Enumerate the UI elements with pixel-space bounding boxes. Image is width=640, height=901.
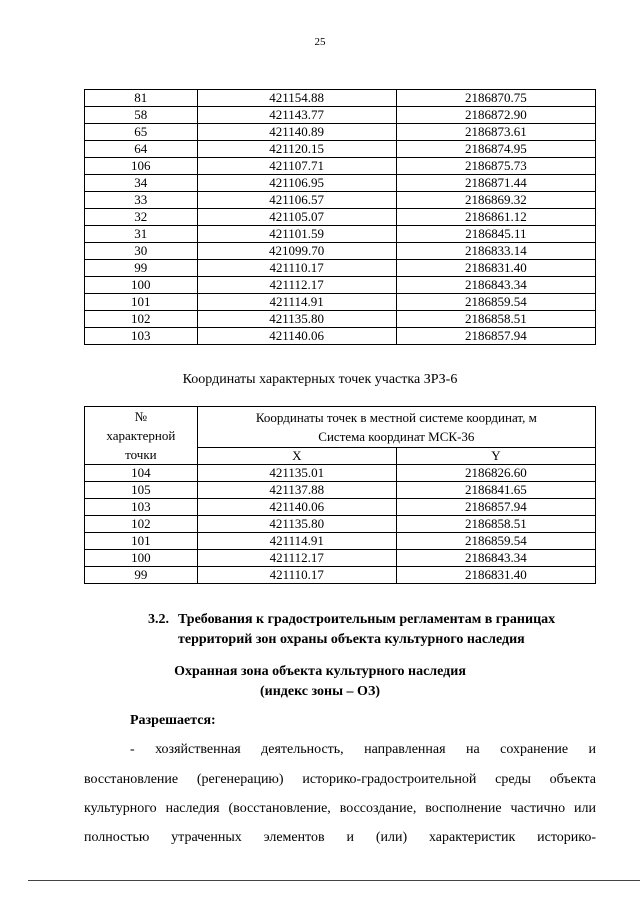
section-title-line1: Требования к градостроительным регламентам в границах [178, 612, 556, 627]
point-number-cell: 31 [85, 226, 198, 243]
page-number: 25 [314, 36, 326, 48]
section-heading [148, 610, 598, 650]
point-number-cell: 99 [85, 260, 198, 277]
x-coordinate-cell: 421101.59 [197, 226, 396, 243]
table-row [85, 209, 596, 226]
y-coordinate-cell: 2186857.94 [396, 328, 595, 345]
y-coordinate-cell: 2186871.44 [396, 175, 595, 192]
table-row [85, 158, 596, 175]
x-coordinate-cell: 421135.80 [197, 311, 396, 328]
x-coordinate-cell: 421114.91 [197, 533, 396, 550]
x-coordinate-cell: 421143.77 [197, 107, 396, 124]
point-number-cell: 101 [85, 294, 198, 311]
section-title-line2: территорий зон охраны объекта культурного наследия [178, 632, 525, 647]
x-coordinate-cell: 421114.91 [197, 294, 396, 311]
coordinates-table-continued [84, 89, 596, 345]
y-coordinate-cell: 2186872.90 [396, 107, 595, 124]
paragraph-line: восстановление (регенерацию) историко-градостроительной среды объекта [84, 772, 596, 787]
header-y: Y [396, 448, 595, 465]
table-row [85, 175, 596, 192]
point-number-cell: 104 [85, 465, 198, 482]
table-row [85, 533, 596, 550]
x-coordinate-cell: 421120.15 [197, 141, 396, 158]
x-coordinate-cell: 421112.17 [197, 277, 396, 294]
point-number-cell: 58 [85, 107, 198, 124]
table-row [85, 311, 596, 328]
header-x: X [197, 448, 396, 465]
table-row [85, 107, 596, 124]
table-row [85, 294, 596, 311]
x-coordinate-cell: 421135.01 [197, 465, 396, 482]
bottom-rule [28, 880, 640, 881]
paragraph-line: - хозяйственная деятельность, направленная на сохранение и [130, 742, 596, 757]
x-coordinate-cell: 421140.89 [197, 124, 396, 141]
point-number-cell: 106 [85, 158, 198, 175]
x-coordinate-cell: 421140.06 [197, 328, 396, 345]
point-number-cell: 103 [85, 328, 198, 345]
coordinates-table-zrz6 [84, 406, 596, 584]
y-coordinate-cell: 2186859.54 [396, 294, 595, 311]
point-number-cell: 32 [85, 209, 198, 226]
point-number-cell: 81 [85, 90, 198, 107]
y-coordinate-cell: 2186841.65 [396, 482, 595, 499]
y-coordinate-cell: 2186875.73 [396, 158, 595, 175]
y-coordinate-cell: 2186831.40 [396, 567, 595, 584]
point-number-cell: 102 [85, 516, 198, 533]
table-row [85, 192, 596, 209]
x-coordinate-cell: 421106.95 [197, 175, 396, 192]
header-point-number: № характерной точки [85, 407, 198, 465]
x-coordinate-cell: 421106.57 [197, 192, 396, 209]
table-row [85, 141, 596, 158]
x-coordinate-cell: 421154.88 [197, 90, 396, 107]
point-number-cell: 64 [85, 141, 198, 158]
x-coordinate-cell: 421140.06 [197, 499, 396, 516]
x-coordinate-cell: 421110.17 [197, 567, 396, 584]
point-number-cell: 99 [85, 567, 198, 584]
allowed-label: Разрешается: [130, 713, 216, 728]
table-row [85, 516, 596, 533]
point-number-cell: 100 [85, 550, 198, 567]
y-coordinate-cell: 2186858.51 [396, 311, 595, 328]
x-coordinate-cell: 421105.07 [197, 209, 396, 226]
header-coordinates: Координаты точек в местной системе координат, м Система координат МСК-36 [197, 407, 595, 448]
x-coordinate-cell: 421107.71 [197, 158, 396, 175]
point-number-cell: 34 [85, 175, 198, 192]
table-row [85, 550, 596, 567]
section-number: 3.2. [148, 612, 169, 627]
point-number-cell: 100 [85, 277, 198, 294]
table-row [85, 260, 596, 277]
point-number-cell: 33 [85, 192, 198, 209]
x-coordinate-cell: 421112.17 [197, 550, 396, 567]
paragraph-line: культурного наследия (восстановление, воссоздание, восполнение частично или [84, 801, 596, 816]
table-row [85, 499, 596, 516]
y-coordinate-cell: 2186833.14 [396, 243, 595, 260]
y-coordinate-cell: 2186873.61 [396, 124, 595, 141]
paragraph-line: полностью утраченных элементов и (или) характеристик историко- [84, 830, 596, 845]
y-coordinate-cell: 2186843.34 [396, 277, 595, 294]
y-coordinate-cell: 2186843.34 [396, 550, 595, 567]
y-coordinate-cell: 2186845.11 [396, 226, 595, 243]
table-row [85, 277, 596, 294]
table-caption: Координаты характерных точек участка ЗРЗ-6 [182, 372, 458, 387]
x-coordinate-cell: 421135.80 [197, 516, 396, 533]
y-coordinate-cell: 2186861.12 [396, 209, 595, 226]
table-row [85, 226, 596, 243]
table-row [85, 567, 596, 584]
point-number-cell: 101 [85, 533, 198, 550]
x-coordinate-cell: 421137.88 [197, 482, 396, 499]
table-row [85, 482, 596, 499]
x-coordinate-cell: 421110.17 [197, 260, 396, 277]
point-number-cell: 65 [85, 124, 198, 141]
y-coordinate-cell: 2186826.60 [396, 465, 595, 482]
x-coordinate-cell: 421099.70 [197, 243, 396, 260]
y-coordinate-cell: 2186857.94 [396, 499, 595, 516]
y-coordinate-cell: 2186870.75 [396, 90, 595, 107]
point-number-cell: 30 [85, 243, 198, 260]
zone-heading: Охранная зона объекта культурного наследия (индекс зоны – ОЗ) [174, 664, 466, 699]
y-coordinate-cell: 2186874.95 [396, 141, 595, 158]
y-coordinate-cell: 2186859.54 [396, 533, 595, 550]
y-coordinate-cell: 2186869.32 [396, 192, 595, 209]
table-row [85, 243, 596, 260]
point-number-cell: 103 [85, 499, 198, 516]
table-row [85, 90, 596, 107]
table-row [85, 328, 596, 345]
y-coordinate-cell: 2186831.40 [396, 260, 595, 277]
point-number-cell: 102 [85, 311, 198, 328]
y-coordinate-cell: 2186858.51 [396, 516, 595, 533]
point-number-cell: 105 [85, 482, 198, 499]
table-row [85, 124, 596, 141]
table-row [85, 465, 596, 482]
